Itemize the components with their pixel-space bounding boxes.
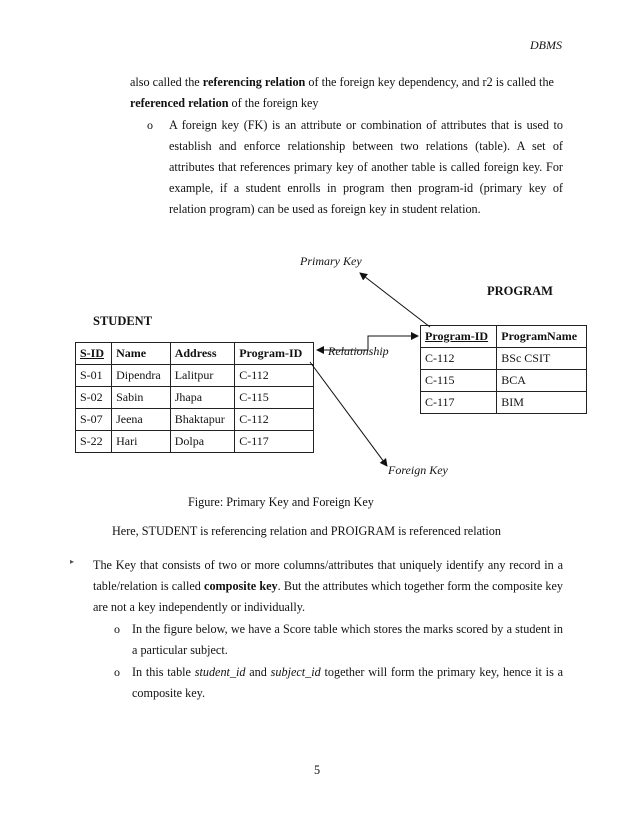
term-referencing-relation: referencing relation [202, 75, 306, 89]
table-cell: S-07 [76, 409, 112, 431]
table-cell: S-02 [76, 387, 112, 409]
table-cell: BSc CSIT [497, 348, 587, 370]
col-header: Address [170, 343, 234, 365]
composite-key-paragraph [93, 555, 563, 618]
table-cell: Jhapa [170, 387, 234, 409]
col-header: S-ID [76, 343, 112, 365]
col-header: Name [112, 343, 171, 365]
intro-text-3: of the foreign key [228, 96, 319, 110]
figure-caption: Figure: Primary Key and Foreign Key [188, 495, 374, 509]
table-cell: S-01 [76, 365, 112, 387]
running-header: DBMS [530, 38, 562, 52]
table-cell: C-112 [235, 365, 314, 387]
term-student-id: student_id [194, 665, 246, 679]
table-cell: Bhaktapur [170, 409, 234, 431]
sub-bullet-marker: o [114, 622, 120, 636]
col-header: Program-ID [421, 326, 497, 348]
intro-text-2: of the foreign key dependency, and r2 is called the [305, 75, 554, 89]
fk-bullet-marker: o [147, 118, 153, 132]
relationship-start-arrowhead [316, 346, 324, 354]
sub-bullet-composite-key [132, 662, 563, 704]
col-header: ProgramName [497, 326, 587, 348]
foreign-key-arrow [310, 362, 387, 466]
sub2-text-1: In this table [132, 665, 195, 679]
table-cell: Hari [112, 431, 171, 453]
sub-bullet-score-table: In the figure below, we have a Score table which stores the marks scored by a student in a particular subject. [132, 622, 563, 657]
sub2-text-2: and [245, 665, 271, 679]
program-table-title: PROGRAM [487, 284, 553, 298]
col-header: Program-ID [235, 343, 314, 365]
table-cell: C-112 [235, 409, 314, 431]
term-composite-key: composite key [204, 579, 278, 593]
sub-bullet-marker: o [114, 665, 120, 679]
table-cell: Jeena [112, 409, 171, 431]
composite-text-1: The Key that consists of two or more columns/attributes that uniquely identify any record in a table/relation is called [93, 558, 563, 593]
table-cell: C-112 [421, 348, 497, 370]
table-cell: BIM [497, 392, 587, 414]
term-referenced-relation: referenced relation [130, 96, 229, 110]
summary-line: Here, STUDENT is referencing relation and PROIGRAM is referenced relation [112, 524, 501, 538]
page-number: 5 [314, 763, 321, 777]
primary-key-arrow [360, 273, 430, 327]
table-cell: Dolpa [170, 431, 234, 453]
student-table-title: STUDENT [93, 314, 153, 328]
intro-text-1: also called the [130, 75, 203, 89]
relationship-connector [317, 336, 418, 350]
composite-text-2: . But the attributes which together form the composite key are not a key independently or individually. [93, 579, 563, 614]
table-cell: Sabin [112, 387, 171, 409]
primary-key-label: Primary Key [300, 254, 362, 268]
table-cell: BCA [497, 370, 587, 392]
table-cell: C-117 [421, 392, 497, 414]
table-cell: C-117 [235, 431, 314, 453]
sub2-text-3: together will form the primary key, hence it is a composite key. [132, 665, 563, 700]
table-cell: C-115 [421, 370, 497, 392]
table-cell: S-22 [76, 431, 112, 453]
term-subject-id: subject_id [270, 665, 321, 679]
table-cell: C-115 [235, 387, 314, 409]
table-cell: Lalitpur [170, 365, 234, 387]
composite-bullet-marker: ▸ [70, 557, 75, 566]
relationship-label: Relationship [328, 344, 389, 358]
foreign-key-label: Foreign Key [388, 463, 448, 477]
table-cell: Dipendra [112, 365, 171, 387]
fk-definition: A foreign key (FK) is an attribute or combination of attributes that is used to establish and enforce relationship between two relations (table). A set of attributes that references primary key of another table is called foreign key. For example, if a student enrolls in program then program-id (primary key of relation program) can be used as foreign key in student relation. [169, 118, 563, 216]
